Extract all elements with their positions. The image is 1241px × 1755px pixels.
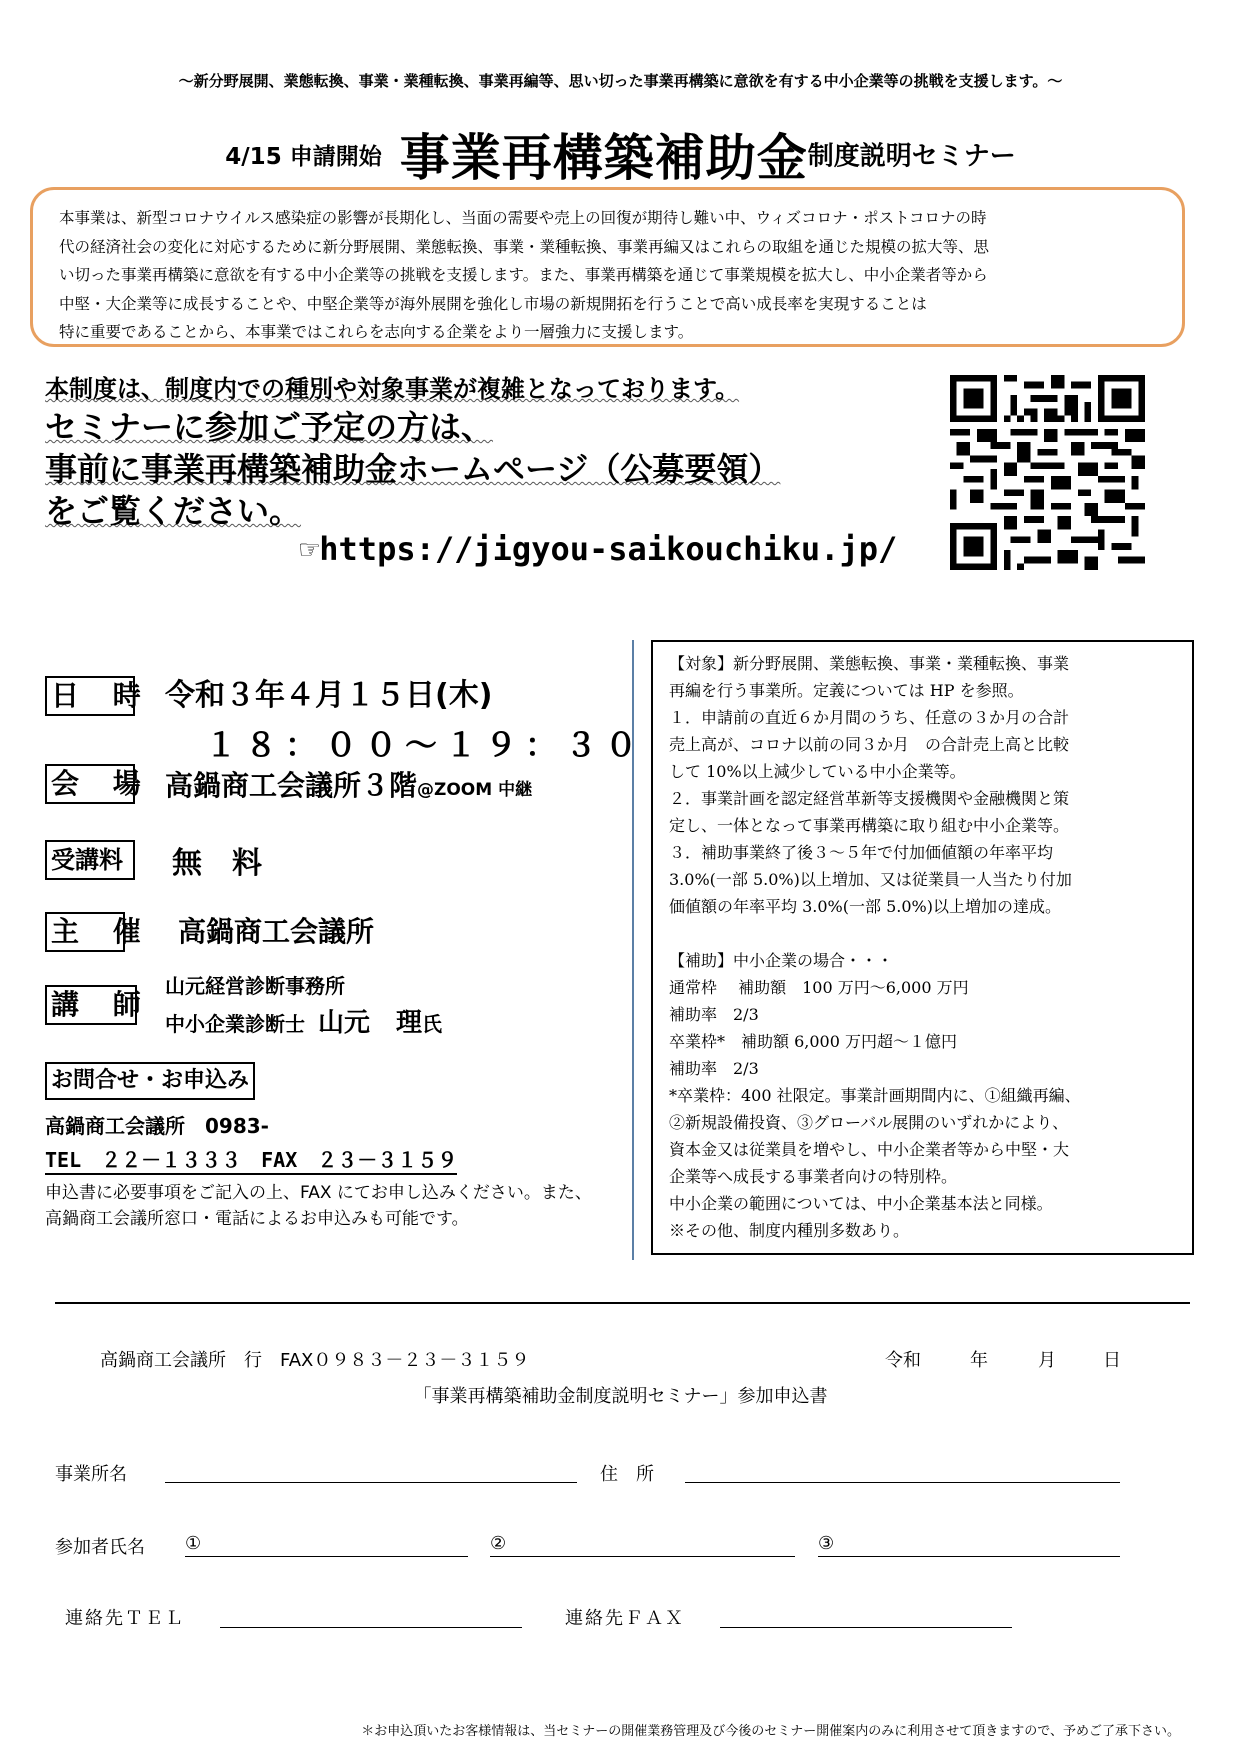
pre-title: 4/15 申請開始 [225,143,382,170]
box-line: 価値額の年率平均 3.0%(一部 5.0%)以上増加の達成。 [669,897,1061,916]
intro-line: 中堅・大企業等に成長することや、中堅企業等が海外展開を強化し市場の新規開拓を行うことで高い成長率を実現することは [59,294,927,313]
lecturer-name: 山元 理 [317,1008,422,1038]
box-line: 定し、一体となって事業再構築に取り組む中小企業等。 [669,816,1070,835]
fax-label: 連絡先ＦＡＸ [565,1608,685,1629]
notice-line: 本制度は、制度内での種別や対象事業が複雑となっております。 [45,375,740,403]
box-line: 卒業枠* 補助額 6,000 万円超～１億円 [669,1032,957,1051]
box-line: 通常枠 補助額 100 万円～6,000 万円 [669,978,969,997]
form-to-line: 高鍋商工会議所 行 FAX０９８３－２３－３１５９ [100,1350,530,1371]
contact-line-1: 高鍋商工会議所 0983- [45,1114,269,1138]
participant-2-marker: ② [490,1533,507,1554]
time-value: １８：００～１９：３０ [205,726,646,764]
apply-note: 申込書に必要事項をご記入の上、FAX にてお申し込みください。また、高鍋商工会議所窓口・電話によるお申込みも可能です。 [45,1183,592,1229]
box-line: 再編を行う事業所。定義については HP を参照。 [669,681,1024,700]
intro-line: い切った事業再構築に意欲を有する中小企業等の挑戦を支援します。また、事業再構築を通じて事業規模を拡大し、中小企業者等から [59,266,988,284]
host-value: 高鍋商工会議所 [178,915,375,948]
contact-label: お問合せ・お申込み [45,1062,255,1100]
box-line: 3.0%(一部 5.0%)以上増加、又は従業員一人当たり付加 [669,870,1072,889]
notice-line: セミナーに参加ご予定の方は、 [45,408,494,446]
address-field[interactable] [685,1482,1120,1483]
page-title [0,118,1241,190]
fee-value: 無 料 [172,846,262,881]
participant-1-marker: ① [185,1533,202,1554]
box-line: *卒業枠：400 社限定。事業計画期間内に、①組織再編、 [669,1086,1081,1105]
venue-note: @ZOOM 中継 [417,780,533,800]
host-label: 主 催 [45,912,125,952]
box-line: 補助率 2/3 [669,1005,759,1024]
box-line: 補助率 2/3 [669,1059,759,1078]
box-line: ３．補助事業終了後３～５年で付加価値額の年率平均 [669,843,1054,862]
venue-name: 高鍋商工会議所３階 [165,769,418,802]
contact-line-2: TEL ２２－１３３３ FAX ２３－３１５９ [45,1144,457,1175]
participant-label: 参加者氏名 [55,1537,145,1558]
notice-line: 事前に事業再構築補助金ホームページ（公募要領） [45,450,781,488]
website-link[interactable]: ☞https://jigyou-saikouchiku.jp/ [300,530,898,568]
tel-field[interactable] [220,1627,522,1628]
participant-1-field[interactable] [185,1556,468,1557]
notice [45,372,780,532]
post-title: 制度説明セミナー [807,141,1016,172]
participant-2-field[interactable] [490,1556,795,1557]
form-date-day: 日 [1103,1350,1121,1371]
box-line: ②新規設備投資、③グローバル展開のいずれかにより、 [669,1113,1069,1132]
eligibility-box [651,640,1194,1255]
participant-3-marker: ③ [818,1533,835,1554]
tel-label: 連絡先ＴＥＬ [65,1608,185,1629]
intro-box [30,187,1185,347]
column-divider [632,640,634,1260]
venue-value [165,764,532,804]
box-line: 中小企業の範囲については、中小企業基本法と同様。 [669,1194,1053,1213]
lecturer-suffix: 氏 [421,1012,442,1036]
intro-line: 本事業は、新型コロナウイルス感染症の影響が長期化し、当面の需要や売上の回復が期待し難い中、ウィズコロナ・ポストコロナの時 [59,209,987,227]
lecturer-org: 山元経営診断事務所 [165,974,345,998]
privacy-footnote: ＊お申込頂いたお客様情報は、当セミナーの開催業務管理及び今後のセミナー開催案内のみに利用させて頂きますので、予めご了承下さい。 [361,1724,1180,1739]
notice-line: をご覧ください。 [45,492,302,530]
box-line [669,920,1176,947]
box-line: １．申請前の直近６か月間のうち、任意の３か月の合計 [669,708,1070,727]
participant-3-field[interactable] [818,1556,1120,1557]
box-line: ※その他、制度内種別多数あり。 [669,1221,910,1240]
form-title: 「事業再構築補助金制度説明セミナー」参加申込書 [413,1386,828,1407]
main-title: 事業再構築補助金 [399,129,808,187]
date-label: 日 時 [45,676,135,716]
box-line: 資本金又は従業員を増やし、中小企業者等から中堅・大 [669,1140,1070,1159]
fee-label: 受講料 [45,840,135,880]
form-separator [55,1302,1190,1304]
box-line: 【補助】中小企業の場合・・・ [669,951,894,970]
form-date-era: 令和 [885,1350,921,1371]
address-label: 住 所 [600,1464,654,1485]
lecturer-label: 講 師 [45,985,137,1025]
box-line: 売上高が、コロナ以前の同３か月 の合計売上高と比較 [669,735,1070,754]
intro-line: 特に重要であることから、本事業ではこれらを志向する企業をより一層強力に支援します。 [59,323,694,341]
box-line: して 10%以上減少している中小企業等。 [669,762,966,781]
fax-field[interactable] [720,1627,1012,1628]
qr-code-icon[interactable] [950,370,1145,575]
date-value: 令和３年４月１５日(木) [165,678,493,713]
intro-line: 代の経済社会の変化に対応するために新分野展開、業態転換、事業・業種転換、事業再編又はこれらの取組を通じた規模の拡大等、思 [59,237,990,256]
lecturer-title: 中小企業診断士 [165,1012,305,1036]
box-line: 企業等へ成長する事業者向けの特別枠。 [669,1167,958,1186]
form-date-year: 年 [970,1350,988,1371]
box-line: 【対象】新分野展開、業態転換、事業・業種転換、事業 [669,654,1070,673]
office-name-field[interactable] [165,1482,577,1483]
tagline: ～新分野展開、業態転換、事業・業種転換、事業再編等、思い切った事業再構築に意欲を有する中小企業等の挑戦を支援します。～ [178,72,1063,90]
venue-label: 会 場 [45,764,135,804]
form-date-month: 月 [1038,1350,1056,1371]
box-line: ２．事業計画を認定経営革新等支援機関や金融機関と策 [669,789,1070,808]
lecturer-line [165,1002,442,1039]
office-name-label: 事業所名 [55,1464,127,1485]
